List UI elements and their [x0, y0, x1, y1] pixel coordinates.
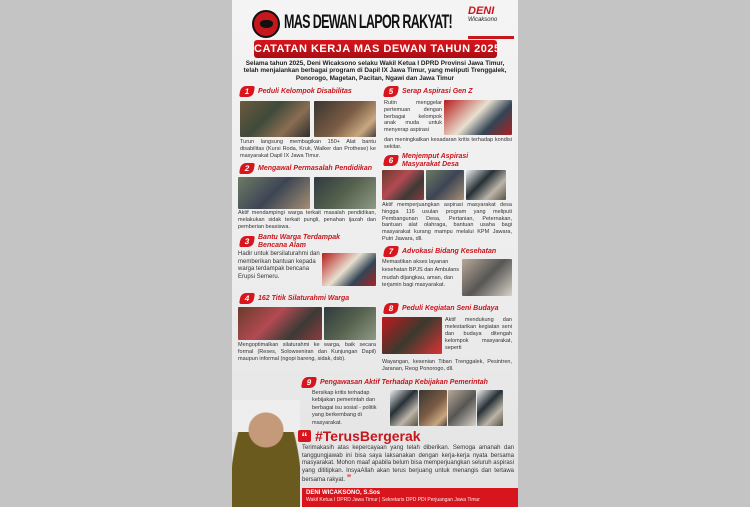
section-3-header: 3 Bantu Warga Terdampak Bencana Alam — [240, 234, 348, 249]
section-8-text-cont: Wayangan, kesenian Tiban Trenggalek, Pesintren, Jaranan, Reog Ponorogo, dll. — [382, 359, 512, 372]
section-1-header: 1 Peduli Kelompok Disabilitas — [240, 86, 352, 97]
section-3-text: Hadir untuk bersilaturahmi dan memberikan bantuan kepada warga terdampak bencana Erupsi Semeru. — [238, 251, 320, 280]
photo — [466, 170, 506, 200]
portrait-photo — [232, 400, 300, 507]
deni-logo: DENI Wicaksono — [468, 5, 514, 39]
photo — [238, 307, 322, 340]
intro-text: Selama tahun 2025, Deni Wicaksono selaku Wakil Ketua I DPRD Provinsi Jawa Timur, telah menjalankan berbagai program di Dapil IX Jawa Timur, yang meliputi Trenggalek, Ponorogo, Magetan, Pacitan, Ngawi dan Jawa Timur — [243, 60, 507, 82]
section-4-text: Mengoptimalkan silaturahmi ke warga, baik secara formal (Reses, Solowseniran dan Kunjungan Dapil) maupun informal (ngopi bareng, sidak, dsb). — [238, 342, 376, 362]
photo — [314, 101, 376, 137]
section-9-text: Bersikap kritis terhadap kebijakan pemerintah dan berbagai isu sosial - politik yang berkembang di masyarakat. — [312, 390, 377, 426]
news-screenshot — [477, 390, 503, 426]
subtitle-banner: CATATAN KERJA MAS DEWAN TAHUN 2025 — [254, 40, 497, 58]
photo — [322, 253, 376, 286]
poster-title: MAS DEWAN LAPOR RAKYAT! — [284, 12, 453, 33]
news-screenshot — [390, 390, 418, 426]
photo — [324, 307, 376, 340]
infographic-poster — [232, 0, 518, 507]
section-5-header: 5 Serap Aspirasi Gen Z — [384, 86, 473, 97]
hashtag-heading: “ #TerusBergerak — [298, 428, 421, 444]
party-logo-icon — [252, 10, 280, 38]
section-5-text: Rutin menggelar pertemuan dengan berbagai kelompok anak muda untuk menyerap aspirasi — [384, 100, 442, 134]
section-5-text-cont: dan meningkatkan kesadaran kritis terhadap kondisi sekitar. — [384, 137, 512, 150]
photo — [240, 101, 310, 137]
section-6-header: 6 Menjemput Aspirasi Masyarakat Desa — [384, 153, 482, 168]
news-screenshot — [448, 390, 476, 426]
section-6-text: Aktif memperjuangkan aspirasi masyarakat desa hingga 116 usulan program yang meliputi Pembangunan Desa, Pertanian, Peternakan, bantuan alat olahraga, bantuan usaha bagi masyarakat kurang mampu melalui KPM Jawara, Putri Jawara, dll. — [382, 202, 512, 242]
section-8-header: 8 Peduli Kegiatan Seni Budaya — [384, 303, 498, 314]
photo — [382, 317, 442, 354]
photo — [426, 170, 464, 200]
photo — [462, 259, 512, 296]
footer-bar: DENI WICAKSONO, S.Sos Wakil Ketua I DPRD Jawa Timur | Sekretaris DPD PDI Perjuangan Jawa Timur — [302, 488, 518, 507]
news-screenshot — [419, 390, 447, 426]
section-2-text: Aktif mendampingi warga terkait masalah pendidikan, melakukan sidak terkait pungli, penahan ijazah dan pemberian beasiswa. — [238, 210, 376, 230]
section-9-header: 9 Pengawasan Aktif Terhadap Kebijakan Pemerintah — [302, 377, 488, 388]
quote-icon: “ — [298, 430, 311, 442]
photo — [444, 100, 512, 135]
section-4-header: 4 162 Titik Silaturahmi Warga — [240, 293, 349, 304]
closing-text: Terimakasih atas kepercayaan yang telah diberikan. Semoga amanah dan tanggungjawab ini bisa saya laksanakan dengan kerja-kerja nyata bersama masyarakat. Mohon maaf apabila belum bisa memperjuangkan seluruh aspirasi yang dititipkan. InsyaAllah akan terus berjuang untuk menangis dan tertawa bersama rakyat. ” — [302, 445, 514, 484]
photo — [314, 177, 376, 209]
section-7-header: 7 Advokasi Bidang Kesehatan — [384, 246, 496, 257]
quote-close-icon: ” — [346, 473, 352, 484]
section-1-text: Turun langsung membagikan 150+ Alat bantu disabilitas (Kursi Roda, Kruk, Walker dan Prothese) ke masyarakat Dapil IX Jawa Timur. — [240, 139, 376, 159]
photo — [238, 177, 310, 209]
section-8-text: Aktif mendukung dan melestarikan kegiatan seni dan budaya ditengah kelompok masyarakat, seperti — [445, 317, 512, 351]
photo — [382, 170, 424, 200]
section-2-header: 2 Mengawal Permasalah Pendidikan — [240, 163, 372, 174]
section-7-text: Memastikan akses layanan kesehatan BPJS dan Ambulans mudah dijangkau, aman, dan terjamin bagi masyarakat. — [382, 259, 460, 289]
